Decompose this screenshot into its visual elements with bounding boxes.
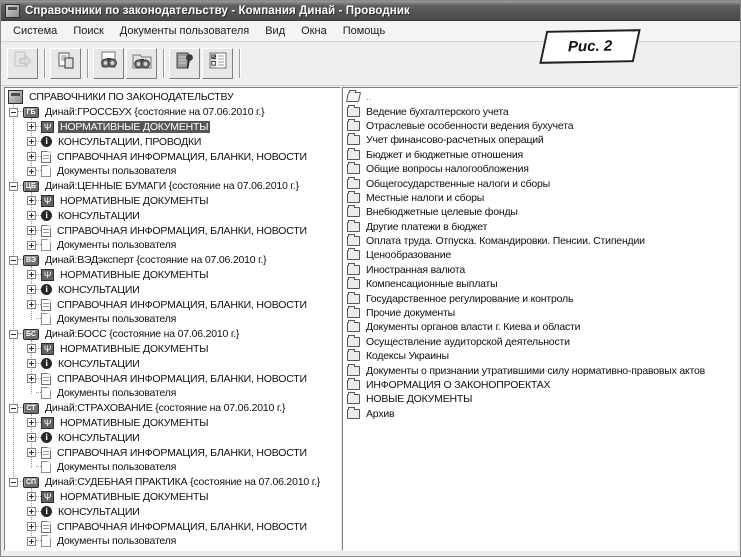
tree-item-row[interactable]	[5, 297, 340, 312]
folder-icon	[347, 265, 360, 275]
tree-item-row[interactable]	[5, 504, 340, 519]
tree-section-row[interactable]	[5, 327, 340, 342]
tree-item-row[interactable]	[5, 356, 340, 371]
tree-item-row[interactable]	[5, 371, 340, 386]
tree-item-label: СПРАВОЧНАЯ ИНФОРМАЦИЯ, БЛАНКИ, НОВОСТИ	[57, 150, 307, 163]
tree-section-row[interactable]	[5, 475, 340, 490]
section-badge-icon: ЦБ	[23, 181, 39, 192]
folder-icon	[347, 308, 360, 318]
figure-callout	[539, 29, 640, 64]
tree-item-label: Документы пользователя	[57, 535, 177, 548]
collapse-expander-icon[interactable]	[9, 108, 18, 117]
list-item-label: Учет финансово-расчетных операций	[366, 134, 544, 147]
expand-plus-icon[interactable]	[27, 448, 36, 457]
expand-plus-icon[interactable]	[27, 270, 36, 279]
tree-panel[interactable]	[4, 87, 341, 551]
document-icon	[41, 225, 51, 237]
tree-root-label: СПРАВОЧНИКИ ПО ЗАКОНОДАТЕЛЬСТВУ	[29, 91, 234, 104]
expand-plus-icon[interactable]	[27, 522, 36, 531]
tree-item-row[interactable]	[5, 149, 340, 164]
tree-item-row[interactable]	[5, 312, 340, 327]
window-title: Справочники по законодательству - Компания Динай - Проводник	[25, 4, 410, 17]
list-item[interactable]	[345, 378, 737, 392]
folder-icon	[347, 207, 360, 217]
document-copy-icon	[55, 50, 77, 77]
list-item-label: Документы органов власти г. Киева и области	[366, 321, 581, 334]
list-item-label: Иностранная валюта	[366, 263, 465, 276]
info-icon: i	[41, 432, 52, 443]
expand-plus-icon[interactable]	[27, 226, 36, 235]
user-document-icon	[41, 461, 51, 473]
tree-item-label: Документы пользователя	[57, 239, 177, 252]
folder-icon	[347, 380, 360, 390]
tree-section-row[interactable]	[5, 401, 340, 416]
folder-icon	[347, 135, 360, 145]
tree-item-row[interactable]	[5, 134, 340, 149]
tree-item-label: НОРМАТИВНЫЕ ДОКУМЕНТЫ	[60, 342, 209, 355]
list-item-label: Прочие документы	[366, 307, 455, 320]
tree-item-label: КОНСУЛЬТАЦИИ, ПРОВОДКИ	[58, 135, 202, 148]
list-item-label: Местные налоги и сборы	[366, 191, 485, 204]
tree-section-row[interactable]	[5, 179, 340, 194]
app-icon	[8, 90, 23, 104]
tree-item-label: НОРМАТИВНЫЕ ДОКУМЕНТЫ	[60, 120, 209, 133]
app-icon[interactable]	[5, 4, 20, 18]
tree-section-label: Динай:СУДЕБНАЯ ПРАКТИКА {состояние на 07.06.2010 г.}	[45, 476, 321, 489]
document-icon	[41, 299, 51, 311]
list-item[interactable]	[345, 363, 737, 377]
list-item[interactable]	[345, 277, 737, 291]
tree-item-row[interactable]	[5, 164, 340, 179]
tree-item-label: СПРАВОЧНАЯ ИНФОРМАЦИЯ, БЛАНКИ, НОВОСТИ	[57, 520, 307, 533]
collapse-expander-icon[interactable]	[9, 330, 18, 339]
tree-item-row[interactable]	[5, 342, 340, 357]
list-item[interactable]	[345, 349, 737, 363]
list-item[interactable]	[345, 291, 737, 305]
tree-item-label: НОРМАТИВНЫЕ ДОКУМЕНТЫ	[60, 268, 209, 281]
menu-item-2[interactable]: Документы пользователя	[119, 25, 250, 37]
folder-icon	[347, 150, 360, 160]
list-item[interactable]	[345, 335, 737, 349]
tree-item-row[interactable]	[5, 430, 340, 445]
open-document-button[interactable]	[7, 48, 38, 79]
document-icon	[41, 151, 51, 163]
document-icon	[41, 521, 51, 533]
toolbar-separator	[163, 49, 165, 78]
collapse-expander-icon[interactable]	[9, 182, 18, 191]
info-icon: i	[41, 284, 52, 295]
expand-plus-icon[interactable]	[27, 359, 36, 368]
emblem-icon: Ψ	[41, 121, 54, 133]
list-item[interactable]	[345, 119, 737, 133]
list-item-label: Компенсационные выплаты	[366, 278, 498, 291]
folder-icon	[347, 279, 360, 289]
list-item[interactable]	[345, 248, 737, 262]
tree-item-label: КОНСУЛЬТАЦИИ	[58, 505, 140, 518]
figure-label: Рис. 2	[567, 37, 613, 56]
list-item-label: Оплата труда. Отпуска. Командировки. Пенсии. Стипендии	[366, 235, 645, 248]
expand-plus-icon[interactable]	[27, 152, 36, 161]
tree-item-label: НОРМАТИВНЫЕ ДОКУМЕНТЫ	[60, 416, 209, 429]
tree-item-row[interactable]	[5, 386, 340, 401]
tree-section-label: Динай:ЦЕННЫЕ БУМАГИ {состояние на 07.06.2010 г.}	[45, 180, 299, 193]
collapse-expander-icon[interactable]	[9, 478, 18, 487]
tree-item-row[interactable]	[5, 445, 340, 460]
tree-item-label: КОНСУЛЬТАЦИИ	[58, 283, 140, 296]
folder-icon	[347, 250, 360, 260]
list-item[interactable]	[345, 306, 737, 320]
search-folder-button[interactable]	[126, 48, 157, 79]
tree-item-label: Документы пользователя	[57, 165, 177, 178]
list-item[interactable]	[345, 205, 737, 219]
list-item-label: Бюджет и бюджетные отношения	[366, 148, 523, 161]
list-item[interactable]	[345, 263, 737, 277]
folder-icon	[347, 107, 360, 117]
tree-item-label: НОРМАТИВНЫЕ ДОКУМЕНТЫ	[60, 490, 209, 503]
user-document-icon	[41, 387, 51, 399]
tree-item-label: НОРМАТИВНЫЕ ДОКУМЕНТЫ	[60, 194, 209, 207]
section-badge-icon: СТ	[23, 403, 39, 414]
tree-item-label: КОНСУЛЬТАЦИИ	[58, 431, 140, 444]
list-item[interactable]	[345, 148, 737, 162]
folder-icon	[347, 179, 360, 189]
tree-item-label: КОНСУЛЬТАЦИИ	[58, 357, 140, 370]
tree-item-label: СПРАВОЧНАЯ ИНФОРМАЦИЯ, БЛАНКИ, НОВОСТИ	[57, 372, 307, 385]
expand-plus-icon[interactable]	[27, 374, 36, 383]
list-item[interactable]	[345, 392, 737, 406]
list-item-label: Другие платежи в бюджет	[366, 220, 488, 233]
tree-section-label: Динай:СТРАХОВАНИЕ {состояние на 07.06.2010 г.}	[45, 402, 286, 415]
expand-plus-icon[interactable]	[27, 300, 36, 309]
tree-item-label: Документы пользователя	[57, 387, 177, 400]
tree-section-children	[5, 268, 340, 327]
menu-item-5[interactable]: Помощь	[342, 25, 386, 37]
list-item[interactable]	[345, 234, 737, 248]
menu-item-3[interactable]: Вид	[265, 25, 286, 37]
menu-item-4[interactable]: Окна	[301, 25, 327, 37]
expand-plus-icon[interactable]	[27, 137, 36, 146]
list-item[interactable]	[345, 162, 737, 176]
list-item[interactable]	[345, 191, 737, 205]
bookmark-document-button[interactable]	[169, 48, 200, 79]
document-arrow-icon	[12, 50, 34, 77]
list-item-label: Государственное регулирование и контроль	[366, 292, 574, 305]
emblem-icon: Ψ	[41, 343, 54, 355]
list-item-label: Архив	[366, 407, 395, 420]
list-item[interactable]	[345, 133, 737, 147]
folder-icon	[347, 121, 360, 131]
tree-item-row[interactable]	[5, 282, 340, 297]
section-badge-icon: СП	[23, 477, 39, 488]
expand-plus-icon[interactable]	[27, 492, 36, 501]
emblem-icon: Ψ	[41, 417, 54, 429]
folder-icon	[347, 164, 360, 174]
list-item[interactable]	[345, 320, 737, 334]
tree-section-row[interactable]	[5, 105, 340, 120]
tree-section-row[interactable]	[5, 253, 340, 268]
menu-item-1[interactable]: Поиск	[73, 25, 104, 37]
tree-section-children	[5, 416, 340, 475]
collapse-expander-icon[interactable]	[9, 256, 18, 265]
copy-document-button[interactable]	[50, 48, 81, 79]
list-up-label: ..	[366, 91, 372, 104]
document-icon	[41, 373, 51, 385]
list-item-label: Общегосударственные налоги и сборы	[366, 177, 551, 190]
expand-plus-icon[interactable]	[27, 196, 36, 205]
binoculars-folder-icon	[131, 50, 153, 77]
tree-item-row[interactable]	[5, 460, 340, 475]
emblem-icon: Ψ	[41, 491, 54, 503]
toolbar-separator	[87, 49, 89, 78]
tree-item-label: СПРАВОЧНАЯ ИНФОРМАЦИЯ, БЛАНКИ, НОВОСТИ	[57, 224, 307, 237]
tree-item-row[interactable]	[5, 490, 340, 505]
checklist-button[interactable]	[202, 48, 233, 79]
tree-item-row[interactable]	[5, 416, 340, 431]
list-item-label: Внебюджетные целевые фонды	[366, 206, 518, 219]
reference-tree	[5, 88, 340, 549]
list-item-label: ИНФОРМАЦИЯ О ЗАКОНОПРОЕКТАХ	[366, 379, 551, 391]
info-icon: i	[41, 136, 52, 147]
section-badge-icon: ВЭ	[23, 255, 39, 266]
user-document-icon	[41, 239, 51, 251]
user-document-icon	[41, 313, 51, 325]
folder-icon	[347, 222, 360, 232]
expand-plus-icon[interactable]	[27, 507, 36, 516]
list-item-label: Ценообразование	[366, 249, 451, 262]
user-document-icon	[41, 165, 51, 177]
pushpin-document-icon	[174, 50, 196, 77]
folder-icon	[347, 351, 360, 361]
tree-section-children	[5, 490, 340, 549]
expand-plus-icon[interactable]	[27, 344, 36, 353]
expand-plus-icon[interactable]	[27, 167, 36, 176]
binoculars-document-icon	[98, 50, 120, 77]
tree-section-label: Динай:БОСС {состояние на 07.06.2010 г.}	[45, 328, 240, 341]
folder-icon	[347, 294, 360, 304]
tree-item-row[interactable]	[5, 268, 340, 283]
list-item[interactable]	[345, 220, 737, 234]
folder-icon	[347, 193, 360, 203]
list-item-label: Кодексы Украины	[366, 350, 449, 363]
topic-folder-list	[343, 88, 737, 421]
emblem-icon: Ψ	[41, 269, 54, 281]
expand-plus-icon[interactable]	[27, 433, 36, 442]
folder-icon	[347, 366, 360, 376]
list-item-label: Документы о признании утратившими силу нормативно-правовых актов	[366, 364, 706, 377]
tree-item-row[interactable]	[5, 238, 340, 253]
toolbar-separator	[44, 49, 46, 78]
tree-section-children	[5, 120, 340, 179]
folder-icon	[347, 394, 360, 404]
toolbar-separator	[239, 49, 241, 78]
content-list-panel[interactable]	[342, 87, 738, 551]
tree-root-row[interactable]	[5, 90, 340, 105]
expand-plus-icon[interactable]	[27, 418, 36, 427]
list-item[interactable]	[345, 407, 737, 421]
expand-plus-icon[interactable]	[27, 537, 36, 546]
list-item[interactable]	[345, 176, 737, 190]
collapse-expander-icon[interactable]	[9, 404, 18, 413]
open-folder-icon	[346, 92, 361, 102]
folder-icon	[347, 236, 360, 246]
tree-item-row[interactable]	[5, 208, 340, 223]
tree-item-row[interactable]	[5, 519, 340, 534]
folder-icon	[347, 409, 360, 419]
section-badge-icon: БС	[23, 329, 39, 340]
tree-item-row[interactable]	[5, 120, 340, 135]
menu-item-0[interactable]: Система	[13, 25, 58, 37]
expand-plus-icon[interactable]	[27, 211, 36, 220]
tree-item-label: КОНСУЛЬТАЦИИ	[58, 209, 140, 222]
expand-plus-icon[interactable]	[27, 122, 36, 131]
tree-item-label: Документы пользователя	[57, 461, 177, 474]
title-bar	[1, 1, 740, 21]
checklist-icon	[207, 50, 229, 77]
list-item-label: Ведение бухгалтерского учета	[366, 105, 509, 118]
tree-item-label: СПРАВОЧНАЯ ИНФОРМАЦИЯ, БЛАНКИ, НОВОСТИ	[57, 298, 307, 311]
tree-item-row[interactable]	[5, 534, 340, 549]
tree-section-label: Динай:ВЭДэксперт {состояние на 07.06.2010 г.}	[45, 254, 267, 267]
search-document-button[interactable]	[93, 48, 124, 79]
section-badge-icon: ГБ	[23, 107, 39, 118]
tree-item-row[interactable]	[5, 223, 340, 238]
document-icon	[41, 447, 51, 459]
expand-plus-icon[interactable]	[27, 285, 36, 294]
info-icon: i	[41, 358, 52, 369]
list-item[interactable]	[345, 104, 737, 118]
folder-icon	[347, 337, 360, 347]
tree-section-children	[5, 342, 340, 401]
tree-item-row[interactable]	[5, 194, 340, 209]
list-up-row[interactable]	[345, 90, 737, 104]
tree-item-label: СПРАВОЧНАЯ ИНФОРМАЦИЯ, БЛАНКИ, НОВОСТИ	[57, 446, 307, 459]
tree-section-label: Динай:ГРОССБУХ {состояние на 07.06.2010 г.}	[45, 106, 265, 119]
user-document-icon	[41, 535, 51, 547]
emblem-icon: Ψ	[41, 195, 54, 207]
info-icon: i	[41, 210, 52, 221]
list-item-label: Осуществление аудиторской деятельности	[366, 335, 570, 348]
list-item-label: Общие вопросы налогообложения	[366, 163, 529, 176]
tree-section-children	[5, 194, 340, 253]
expand-plus-icon[interactable]	[27, 241, 36, 250]
folder-icon	[347, 322, 360, 332]
info-icon: i	[41, 506, 52, 517]
list-item-label: НОВЫЕ ДОКУМЕНТЫ	[366, 393, 473, 406]
tree-item-label: Документы пользователя	[57, 313, 177, 326]
list-item-label: Отраслевые особенности ведения бухучета	[366, 119, 574, 132]
